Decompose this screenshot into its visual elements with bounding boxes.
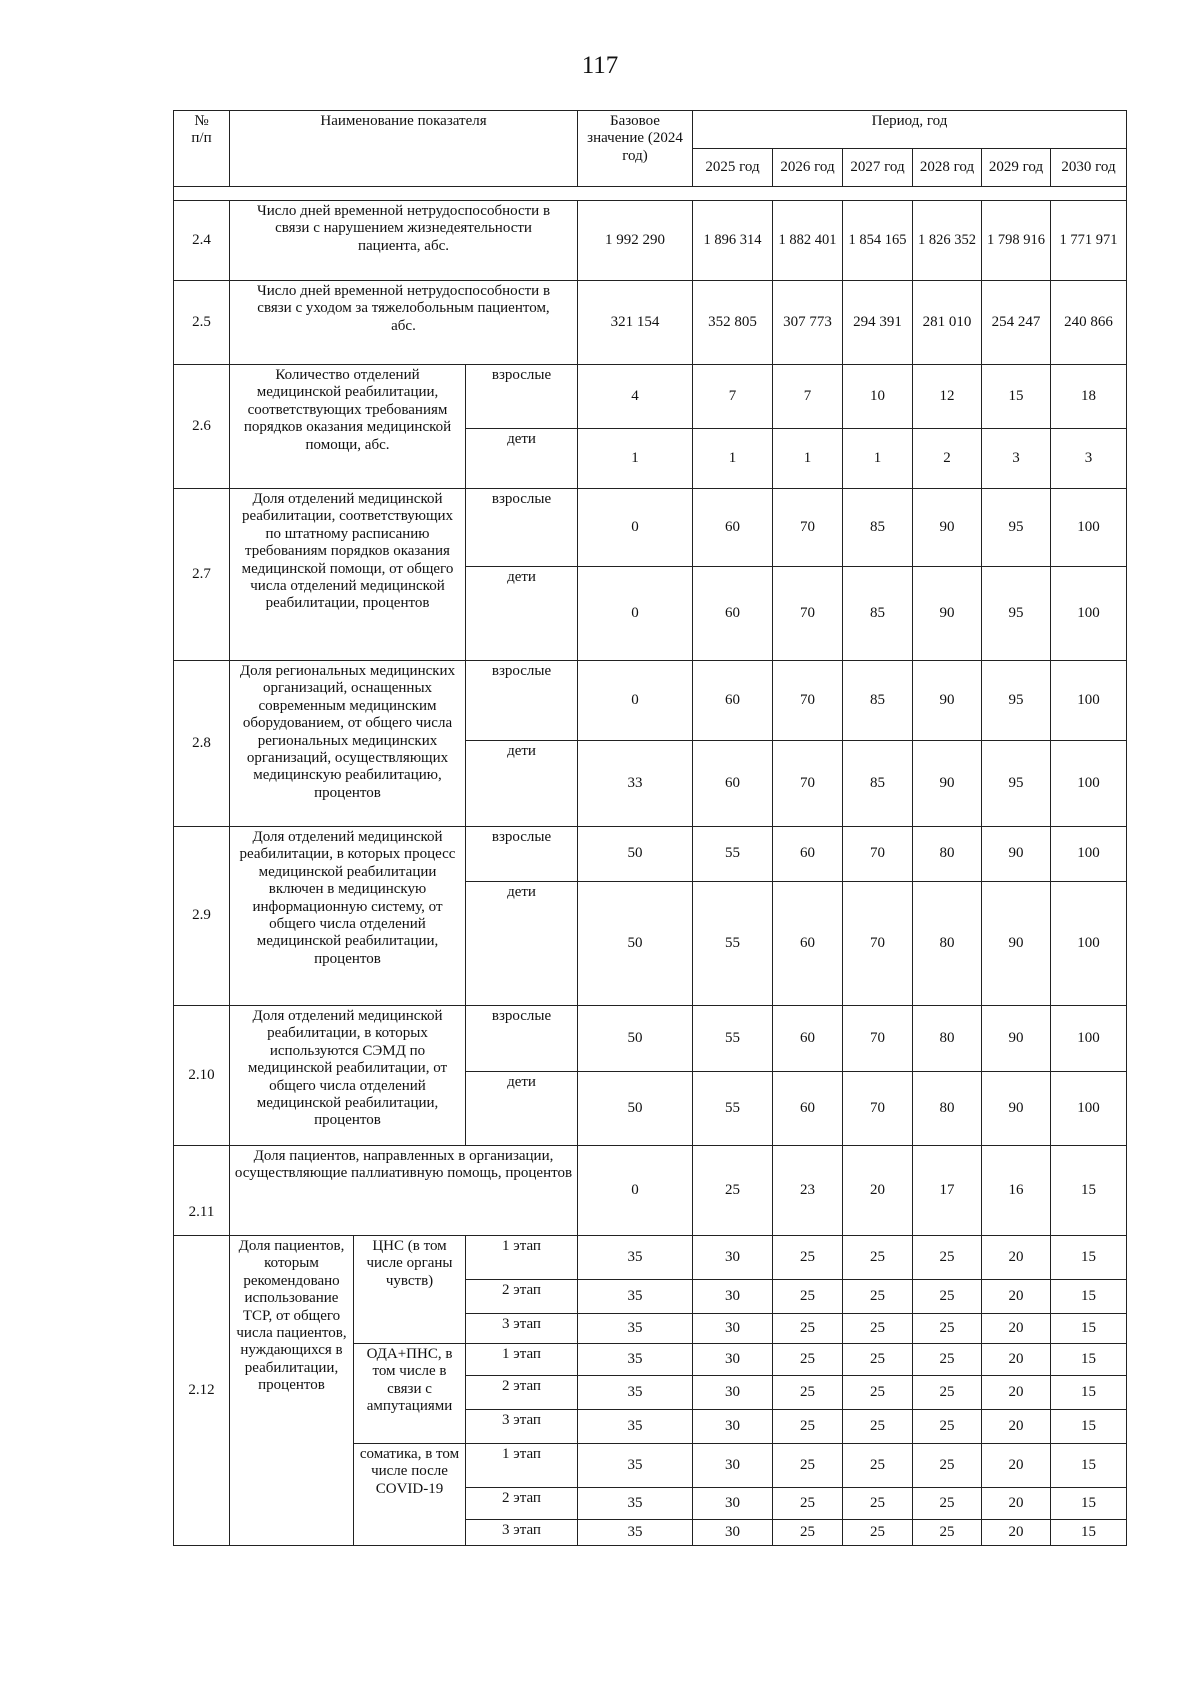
sub-label: взрослые (466, 1006, 578, 1072)
row-value: 0 (578, 567, 693, 661)
header-year: 2026 год (773, 149, 843, 187)
row-value: 85 (843, 489, 913, 567)
row-value: 90 (982, 1072, 1051, 1146)
row-value: 25 (913, 1376, 982, 1410)
row-value: 85 (843, 567, 913, 661)
row-value: 100 (1051, 741, 1127, 827)
row-value: 35 (578, 1314, 693, 1344)
row-value: 18 (1051, 365, 1127, 429)
row-name: Число дней временной нетрудоспособности в связи с нарушением жизнедеятельности пациента, абс. (230, 201, 578, 281)
row-value: 15 (1051, 1146, 1127, 1236)
stage-label: 2 этап (466, 1376, 578, 1410)
row-value: 25 (913, 1236, 982, 1280)
row-value: 20 (843, 1146, 913, 1236)
sub-label: дети (466, 741, 578, 827)
table-row (174, 827, 1127, 882)
row-value: 1 882 401 (773, 201, 843, 281)
sub-label: взрослые (466, 365, 578, 429)
row-value: 25 (843, 1444, 913, 1488)
row-value: 90 (982, 882, 1051, 1006)
row-value: 50 (578, 827, 693, 882)
row-value: 100 (1051, 567, 1127, 661)
row-num: 2.9 (174, 827, 230, 1006)
row-value: 25 (843, 1344, 913, 1376)
row-value: 90 (913, 741, 982, 827)
row-name: Доля отделений медицинской реабилитации, соответствующих по штатному расписанию требованиям порядков оказания медицинской помощи, от общего числа отделений медицинской реабилитации, процентов (230, 489, 466, 661)
row-value: 30 (693, 1410, 773, 1444)
row-value: 1 (843, 429, 913, 489)
row-value: 20 (982, 1280, 1051, 1314)
row-value: 15 (1051, 1444, 1127, 1488)
table-row (174, 1236, 1127, 1280)
row-value: 30 (693, 1376, 773, 1410)
stage-label: 2 этап (466, 1488, 578, 1520)
header-num: № п/п (174, 111, 230, 187)
row-value: 25 (773, 1410, 843, 1444)
header-year: 2028 год (913, 149, 982, 187)
row-value: 254 247 (982, 281, 1051, 365)
row-value: 90 (913, 567, 982, 661)
row-value: 15 (1051, 1314, 1127, 1344)
row-value: 30 (693, 1236, 773, 1280)
row-value: 12 (913, 365, 982, 429)
sub-label: дети (466, 882, 578, 1006)
row-value: 20 (982, 1410, 1051, 1444)
row-value: 3 (982, 429, 1051, 489)
row-value: 70 (843, 1006, 913, 1072)
row-value: 1 771 971 (1051, 201, 1127, 281)
row-value: 100 (1051, 882, 1127, 1006)
row-value: 1 (773, 429, 843, 489)
group-label: ОДА+ПНС, в том числе в связи с ампутациями (354, 1344, 466, 1444)
row-value: 25 (773, 1314, 843, 1344)
header-year: 2030 год (1051, 149, 1127, 187)
row-value: 10 (843, 365, 913, 429)
row-name: Доля пациентов, направленных в организации, осуществляющие паллиативную помощь, процентов (230, 1146, 578, 1236)
row-value: 2 (913, 429, 982, 489)
row-value: 80 (913, 1072, 982, 1146)
row-value: 60 (693, 489, 773, 567)
row-value: 100 (1051, 1006, 1127, 1072)
row-value: 55 (693, 1006, 773, 1072)
row-value: 25 (913, 1344, 982, 1376)
row-value: 60 (773, 1006, 843, 1072)
row-value: 1 798 916 (982, 201, 1051, 281)
row-value: 20 (982, 1444, 1051, 1488)
row-value: 100 (1051, 1072, 1127, 1146)
row-value: 15 (982, 365, 1051, 429)
row-value: 30 (693, 1314, 773, 1344)
row-num: 2.4 (174, 201, 230, 281)
row-value: 25 (843, 1280, 913, 1314)
row-value: 15 (1051, 1344, 1127, 1376)
row-value: 35 (578, 1444, 693, 1488)
row-value: 30 (693, 1280, 773, 1314)
row-value: 35 (578, 1236, 693, 1280)
row-value: 352 805 (693, 281, 773, 365)
sub-label: дети (466, 567, 578, 661)
row-value: 25 (843, 1376, 913, 1410)
row-value: 70 (843, 882, 913, 1006)
row-value: 20 (982, 1236, 1051, 1280)
page-number: 117 (581, 52, 619, 79)
row-value: 321 154 (578, 281, 693, 365)
header-base: Базовое значение (2024 год) (578, 111, 693, 187)
stage-label: 3 этап (466, 1314, 578, 1344)
row-value: 15 (1051, 1520, 1127, 1546)
row-value: 0 (578, 489, 693, 567)
stage-label: 2 этап (466, 1280, 578, 1314)
row-value: 1 (693, 429, 773, 489)
row-value: 35 (578, 1280, 693, 1314)
row-value: 25 (843, 1410, 913, 1444)
group-label: соматика, в том числе после COVID-19 (354, 1444, 466, 1546)
row-num: 2.10 (174, 1006, 230, 1146)
row-value: 50 (578, 882, 693, 1006)
sub-label: взрослые (466, 489, 578, 567)
row-name: Доля отделений медицинской реабилитации, в которых процесс медицинской реабилитации включен в медицинскую информационную систему, от общего числа отделений медицинской реабилитации, процентов (230, 827, 466, 1006)
row-value: 25 (773, 1520, 843, 1546)
row-value: 35 (578, 1410, 693, 1444)
row-value: 25 (773, 1376, 843, 1410)
row-value: 100 (1051, 827, 1127, 882)
header-year: 2029 год (982, 149, 1051, 187)
header-period: Период, год (693, 111, 1127, 149)
row-name: Количество отделений медицинской реабилитации, соответствующих требованиям порядков оказания медицинской помощи, абс. (230, 365, 466, 489)
row-value: 240 866 (1051, 281, 1127, 365)
row-num: 2.7 (174, 489, 230, 661)
row-num: 2.6 (174, 365, 230, 489)
row-value: 33 (578, 741, 693, 827)
row-name: Доля региональных медицинских организаций, оснащенных современным медицинским оборудованием, от общего числа региональных медицинских организаций, осуществляющих медицинскую реабилитацию, процентов (230, 661, 466, 827)
row-value: 60 (773, 882, 843, 1006)
sub-label: взрослые (466, 827, 578, 882)
row-value: 90 (913, 661, 982, 741)
row-value: 80 (913, 827, 982, 882)
row-value: 60 (773, 827, 843, 882)
table-row (174, 1006, 1127, 1072)
stage-label: 3 этап (466, 1520, 578, 1546)
row-value: 25 (913, 1410, 982, 1444)
row-value: 25 (913, 1280, 982, 1314)
row-value: 294 391 (843, 281, 913, 365)
row-value: 25 (773, 1444, 843, 1488)
row-value: 25 (773, 1344, 843, 1376)
sub-label: дети (466, 1072, 578, 1146)
row-value: 30 (693, 1444, 773, 1488)
row-value: 25 (843, 1488, 913, 1520)
row-value: 60 (773, 1072, 843, 1146)
row-value: 95 (982, 489, 1051, 567)
row-value: 70 (843, 827, 913, 882)
indicators-table (173, 110, 1127, 1546)
row-value: 55 (693, 1072, 773, 1146)
row-value: 15 (1051, 1488, 1127, 1520)
row-value: 1 854 165 (843, 201, 913, 281)
row-value: 20 (982, 1520, 1051, 1546)
row-value: 25 (773, 1280, 843, 1314)
row-value: 85 (843, 661, 913, 741)
row-value: 60 (693, 661, 773, 741)
row-value: 70 (843, 1072, 913, 1146)
row-value: 50 (578, 1006, 693, 1072)
row-value: 90 (982, 827, 1051, 882)
row-value: 35 (578, 1376, 693, 1410)
row-name: Доля пациентов, которым рекомендовано использование ТСР, от общего числа пациентов, нуждающихся в реабилитации, процентов (230, 1236, 354, 1546)
row-value: 0 (578, 661, 693, 741)
row-value: 35 (578, 1344, 693, 1376)
table-row (174, 1146, 1127, 1236)
row-value: 70 (773, 567, 843, 661)
row-value: 25 (913, 1488, 982, 1520)
row-value: 7 (773, 365, 843, 429)
row-value: 70 (773, 661, 843, 741)
stage-label: 1 этап (466, 1444, 578, 1488)
row-value: 25 (843, 1314, 913, 1344)
table-row (174, 281, 1127, 365)
group-label: ЦНС (в том числе органы чувств) (354, 1236, 466, 1344)
row-value: 4 (578, 365, 693, 429)
row-value: 25 (843, 1520, 913, 1546)
row-value: 90 (913, 489, 982, 567)
row-value: 25 (913, 1520, 982, 1546)
row-num: 2.12 (174, 1236, 230, 1546)
row-value: 90 (982, 1006, 1051, 1072)
stage-label: 1 этап (466, 1236, 578, 1280)
row-value: 100 (1051, 489, 1127, 567)
row-num: 2.11 (174, 1146, 230, 1236)
row-value: 20 (982, 1314, 1051, 1344)
header-year: 2027 год (843, 149, 913, 187)
row-value: 15 (1051, 1236, 1127, 1280)
row-value: 95 (982, 661, 1051, 741)
row-value: 0 (578, 1146, 693, 1236)
table-row (174, 489, 1127, 567)
row-value: 30 (693, 1344, 773, 1376)
row-value: 25 (773, 1236, 843, 1280)
row-value: 80 (913, 882, 982, 1006)
row-value: 1 896 314 (693, 201, 773, 281)
row-value: 3 (1051, 429, 1127, 489)
sub-label: дети (466, 429, 578, 489)
table-row (174, 365, 1127, 429)
header-year: 2025 год (693, 149, 773, 187)
row-name: Число дней временной нетрудоспособности в связи с уходом за тяжелобольным пациентом, абс. (230, 281, 578, 365)
table-row (174, 201, 1127, 281)
row-value: 95 (982, 567, 1051, 661)
row-value: 70 (773, 741, 843, 827)
row-value: 95 (982, 741, 1051, 827)
row-value: 20 (982, 1376, 1051, 1410)
row-value: 7 (693, 365, 773, 429)
row-value: 50 (578, 1072, 693, 1146)
row-value: 307 773 (773, 281, 843, 365)
row-value: 100 (1051, 661, 1127, 741)
row-value: 70 (773, 489, 843, 567)
row-value: 1 992 290 (578, 201, 693, 281)
row-value: 25 (913, 1314, 982, 1344)
row-value: 55 (693, 827, 773, 882)
stage-label: 3 этап (466, 1410, 578, 1444)
row-value: 25 (843, 1236, 913, 1280)
row-value: 20 (982, 1488, 1051, 1520)
table-row (174, 661, 1127, 741)
row-value: 23 (773, 1146, 843, 1236)
row-value: 1 (578, 429, 693, 489)
row-value: 281 010 (913, 281, 982, 365)
row-value: 35 (578, 1520, 693, 1546)
row-value: 17 (913, 1146, 982, 1236)
row-name: Доля отделений медицинской реабилитации, в которых используются СЭМД по медицинской реабилитации, от общего числа отделений медицинской реабилитации, процентов (230, 1006, 466, 1146)
row-value: 60 (693, 741, 773, 827)
row-value: 16 (982, 1146, 1051, 1236)
sub-label: взрослые (466, 661, 578, 741)
row-value: 15 (1051, 1280, 1127, 1314)
header-name: Наименование показателя (230, 111, 578, 187)
row-value: 55 (693, 882, 773, 1006)
row-value: 25 (693, 1146, 773, 1236)
row-value: 85 (843, 741, 913, 827)
row-value: 15 (1051, 1376, 1127, 1410)
row-value: 30 (693, 1488, 773, 1520)
row-num: 2.5 (174, 281, 230, 365)
stage-label: 1 этап (466, 1344, 578, 1376)
row-value: 25 (773, 1488, 843, 1520)
row-value: 20 (982, 1344, 1051, 1376)
row-value: 15 (1051, 1410, 1127, 1444)
row-value: 35 (578, 1488, 693, 1520)
row-value: 30 (693, 1520, 773, 1546)
row-value: 25 (913, 1444, 982, 1488)
row-value: 60 (693, 567, 773, 661)
row-num: 2.8 (174, 661, 230, 827)
row-value: 1 826 352 (913, 201, 982, 281)
row-value: 80 (913, 1006, 982, 1072)
